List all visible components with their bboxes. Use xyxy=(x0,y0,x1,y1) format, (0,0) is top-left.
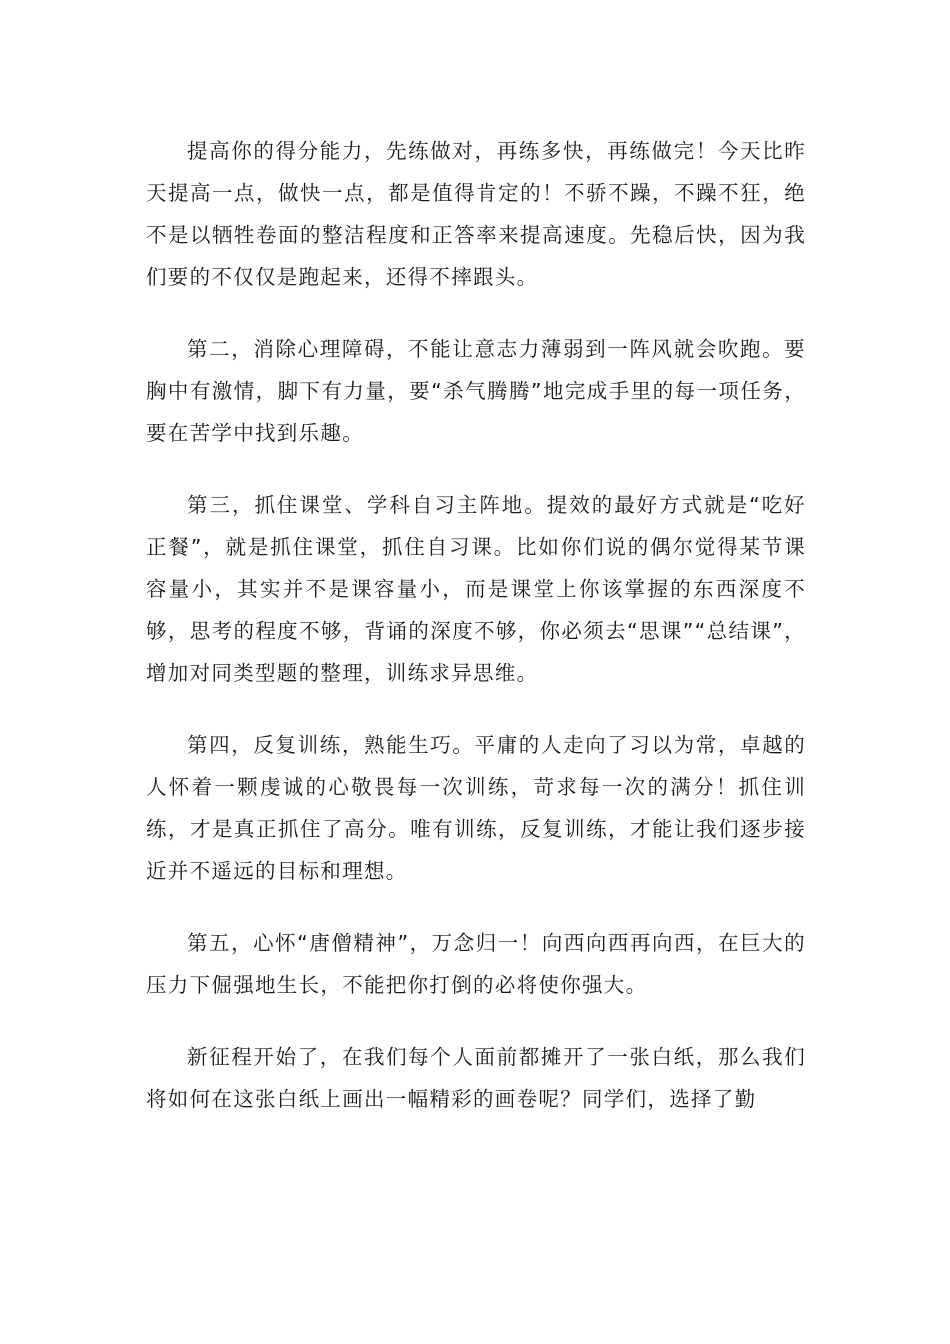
paragraph-third-classroom: 第三，抓住课堂、学科自习主阵地。提效的最好方式就是“吃好正餐”，就是抓住课堂，抓住自习课。比如你们说的偶尔觉得某节课容量小，其实并不是课容量小，而是课堂上你该掌握的东西深度不够，思考的程度不够，背诵的深度不够，你必须去“思课”“总结课”，增加对同类型题的整理，训练求异思维。 xyxy=(146,493,806,685)
paragraph-speed-training: 提高你的得分能力，先练做对，再练多快，再练做完！今天比昨天提高一点，做快一点，都是值得肯定的！不骄不躁，不躁不狂，绝不是以牺牲卷面的整洁程度和正答率来提高速度。先稳后快，因为我们要的不仅仅是跑起来，还得不摔跟头。 xyxy=(146,139,806,289)
paragraph-fourth-practice: 第四，反复训练，熟能生巧。平庸的人走向了习以为常，卓越的人怀着一颗虔诚的心敬畏每一次训练，苛求每一次的满分！抓住训练，才是真正抓住了高分。唯有训练，反复训练，才能让我们逐步接近并不遥远的目标和理想。 xyxy=(146,733,806,883)
paragraph-new-journey: 新征程开始了，在我们每个人面前都摊开了一张白纸，那么我们将如何在这张白纸上画出一幅精彩的画卷呢？同学们，选择了勤 xyxy=(146,1045,806,1111)
document-body xyxy=(146,130,806,1150)
paragraph-fifth-spirit: 第五，心怀“唐僧精神”，万念归一！向西向西再向西，在巨大的压力下倔强地生长，不能把你打倒的必将使你强大。 xyxy=(146,931,806,997)
paragraph-second-psychology: 第二，消除心理障碍，不能让意志力薄弱到一阵风就会吹跑。要胸中有激情，脚下有力量，要“杀气腾腾”地完成手里的每一项任务，要在苦学中找到乐趣。 xyxy=(146,337,806,445)
